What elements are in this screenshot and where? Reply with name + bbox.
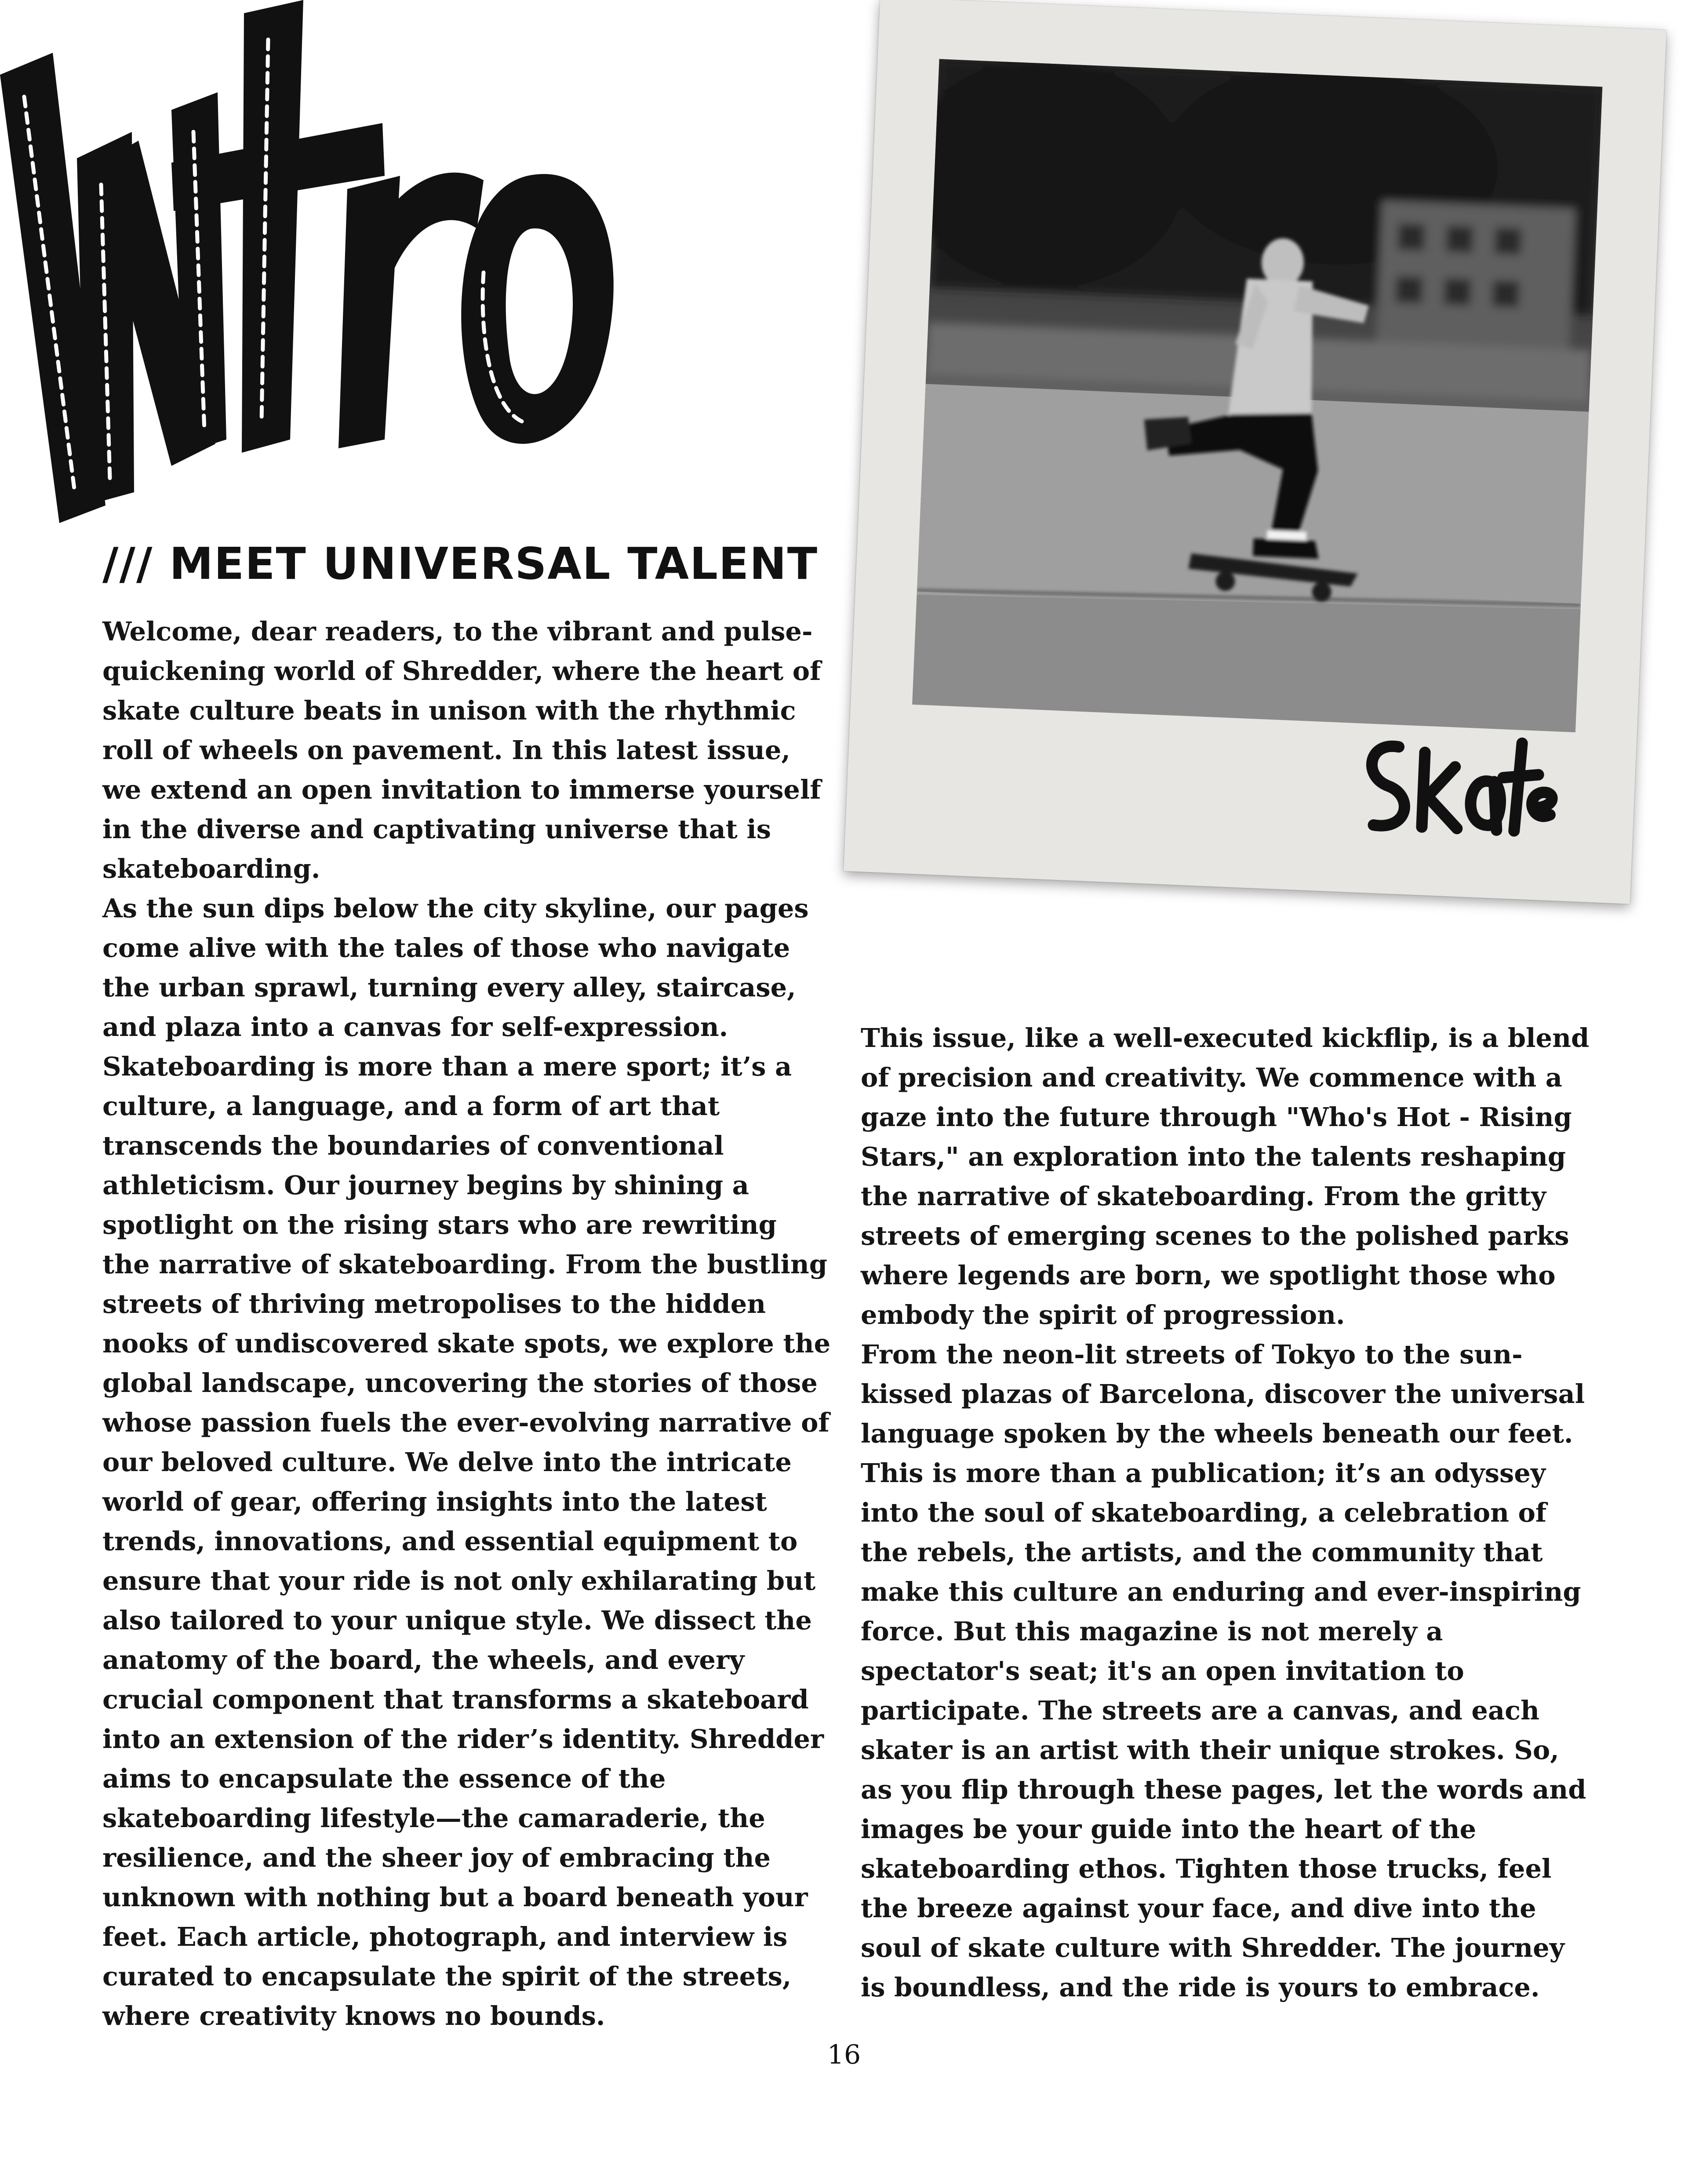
skate-tag-art — [1355, 719, 1567, 855]
page-number: 16 — [827, 2039, 861, 2070]
right-paragraph-1: This issue, like a well-executed kickflip, is a blend of precision and creativity. We commence with a gaze into the future through "Who's Hot - Rising Stars," an exploration into the talents reshaping the narrative of skateboarding. From the gritty streets of emerging scenes to the polished parks where legends are born, we spotlight those who embody the spirit of progression. — [861, 1023, 1590, 1330]
left-paragraph-1: Welcome, dear readers, to the vibrant and pulse-quickening world of Shredder, where the heart of skate culture beats in unison with the rhythmic roll of wheels on pavement. In this latest issue, we extend an open invitation to immerse yourself in the diverse and captivating universe that is skateboarding. — [102, 616, 821, 884]
right-paragraph-2: From the neon-lit streets of Tokyo to the sun-kissed plazas of Barcelona, discover the universal language spoken by the wheels beneath our feet. This is more than a publication; it’s an odyssey into the soul of skateboarding, a celebration of the rebels, the artists, and the community that make this culture an enduring and ever-inspiring force. But this magazine is not merely a spectator's seat; it's an open invitation to participate. The streets are a canvas, and each skater is an artist with their unique strokes. So, as you flip through these pages, let the words and images be your guide into the heart of the skateboarding ethos. Tighten those trucks, feel the breeze against your face, and dive into the soul of skate culture with Shredder. The journey is boundless, and the ride is yours to embrace. — [861, 1339, 1586, 2002]
section-heading: /// MEET UNIVERSAL TALENT — [102, 538, 819, 589]
skateboarder-photo — [912, 59, 1602, 732]
right-column — [861, 1018, 1590, 2007]
left-paragraph-2: As the sun dips below the city skyline, our pages come alive with the tales of those who navigate the urban sprawl, turning every alley, staircase, and plaza into a canvas for self-expression. Skateboarding is more than a mere sport; it’s a culture, a language, and a form of art that transcends the boundaries of conventional athleticism. Our journey begins by shining a spotlight on the rising stars who are rewriting the narrative of skateboarding. From the bustling streets of thriving metropolises to the hidden nooks of undiscovered skate spots, we explore the global landscape, uncovering the stories of those whose passion fuels the ever-evolving narrative of our beloved culture. We delve into the intricate world of gear, offering insights into the latest trends, innovations, and essential equipment to ensure that your ride is not only exhilarating but also tailored to your unique style. We dissect the anatomy of the board, the wheels, and every crucial component that transforms a skateboard into an extension of the rider’s identity. Shredder aims to encapsulate the essence of the skateboarding lifestyle—the camaraderie, the resilience, and the sheer joy of embracing the unknown with nothing but a board beneath your feet. Each article, photograph, and interview is curated to encapsulate the spirit of the streets, where creativity knows no bounds. — [102, 893, 831, 2031]
polaroid-frame — [844, 0, 1666, 904]
intro-title-art — [0, 0, 633, 536]
left-column — [102, 612, 832, 2036]
